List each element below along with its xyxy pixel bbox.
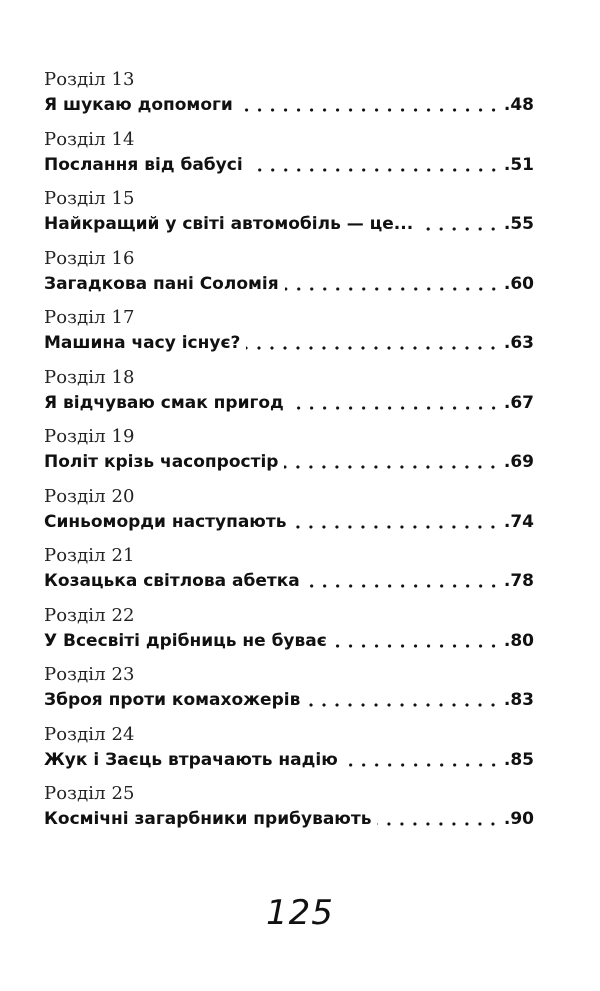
chapter-title: Загадкова пані Соломія (44, 273, 279, 294)
chapter-label: Розділ 19 (44, 426, 135, 447)
chapter-title-line (44, 390, 534, 416)
chapter-title: Найкращий у світі автомобіль — це... (44, 214, 414, 234)
chapter-label: Розділ 14 (44, 128, 135, 150)
page-number: 125 (266, 893, 334, 933)
chapter-title: Космічні загарбники прибувають (44, 809, 372, 829)
dot-leader (377, 822, 499, 826)
chapter-title: Козацька світлова абетка (44, 571, 300, 591)
toc-entry-19 (44, 425, 534, 485)
toc-entry-14 (44, 128, 534, 188)
chapter-title: Жук і Заєць втрачають надію (44, 749, 338, 770)
dot-leader (239, 108, 500, 112)
toc-entry-24 (44, 723, 534, 783)
dot-leader (419, 227, 500, 231)
chapter-label: Розділ 18 (44, 366, 135, 388)
chapter-label: Розділ 17 (44, 307, 135, 328)
dot-leader (292, 525, 499, 529)
chapter-label: Розділ 24 (44, 723, 135, 745)
toc-entry-22 (44, 604, 534, 664)
chapter-title: У Всесвіті дрібниць не буває (44, 630, 327, 651)
chapter-title-line (44, 509, 534, 535)
chapter-label: Розділ 16 (44, 247, 135, 269)
dot-leader (284, 465, 499, 469)
chapter-title-line (44, 747, 534, 773)
chapter-title-line (44, 330, 534, 356)
toc-entry-20 (44, 485, 534, 545)
chapter-page-number: .60 (503, 273, 534, 294)
chapter-page-number: .63 (503, 333, 534, 353)
dot-leader (249, 168, 500, 172)
chapter-page-number: .69 (503, 452, 534, 472)
dot-leader (333, 644, 500, 648)
chapter-title: Синьоморди наступають (44, 511, 287, 532)
chapter-page-number: .85 (503, 749, 534, 770)
chapter-label: Розділ 13 (44, 69, 135, 90)
chapter-title: Послання від бабусі (44, 154, 243, 175)
chapter-title-line (44, 568, 534, 594)
chapter-label: Розділ 15 (44, 188, 135, 209)
toc-entry-16 (44, 247, 534, 307)
chapter-page-number: .90 (503, 809, 534, 829)
chapter-label: Розділ 20 (44, 485, 135, 507)
chapter-page-number: .51 (503, 154, 534, 175)
chapter-title-line (44, 628, 534, 654)
chapter-page-number: .83 (503, 690, 534, 710)
chapter-label: Розділ 21 (44, 545, 135, 566)
toc-entry-13 (44, 68, 534, 128)
chapter-label: Розділ 25 (44, 783, 135, 804)
chapter-label: Розділ 23 (44, 664, 135, 685)
dot-leader (290, 406, 500, 410)
chapter-page-number: .80 (503, 630, 534, 651)
chapter-page-number: .78 (503, 571, 534, 591)
chapter-title: Я відчуваю смак пригод (44, 392, 284, 413)
chapter-page-number: .48 (503, 95, 534, 115)
toc-entry-17 (44, 306, 534, 366)
toc-entry-15 (44, 187, 534, 247)
dot-leader (344, 763, 500, 767)
dot-leader (306, 703, 500, 707)
chapter-title-line (44, 687, 534, 713)
chapter-title-line (44, 211, 534, 237)
chapter-title-line (44, 92, 534, 118)
dot-leader (306, 584, 500, 588)
chapter-title-line (44, 152, 534, 178)
chapter-page-number: .55 (503, 214, 534, 234)
toc-entry-18 (44, 366, 534, 426)
chapter-title: Політ крізь часопростір (44, 452, 279, 472)
chapter-page-number: .67 (503, 392, 534, 413)
chapter-title-line (44, 449, 534, 475)
chapter-label: Розділ 22 (44, 604, 135, 626)
chapter-title-line (44, 806, 534, 832)
toc-entry-25 (44, 782, 534, 842)
chapter-page-number: .74 (503, 511, 534, 532)
dot-leader (285, 287, 500, 291)
toc-entry-21 (44, 544, 534, 604)
dot-leader (246, 346, 499, 350)
chapter-title-line (44, 271, 534, 297)
chapter-title: Машина часу існує? (44, 333, 241, 353)
chapter-title: Я шукаю допомоги (44, 95, 233, 115)
toc-entry-23 (44, 663, 534, 723)
table-of-contents (44, 68, 534, 842)
chapter-title: Зброя проти комахожерів (44, 690, 301, 710)
